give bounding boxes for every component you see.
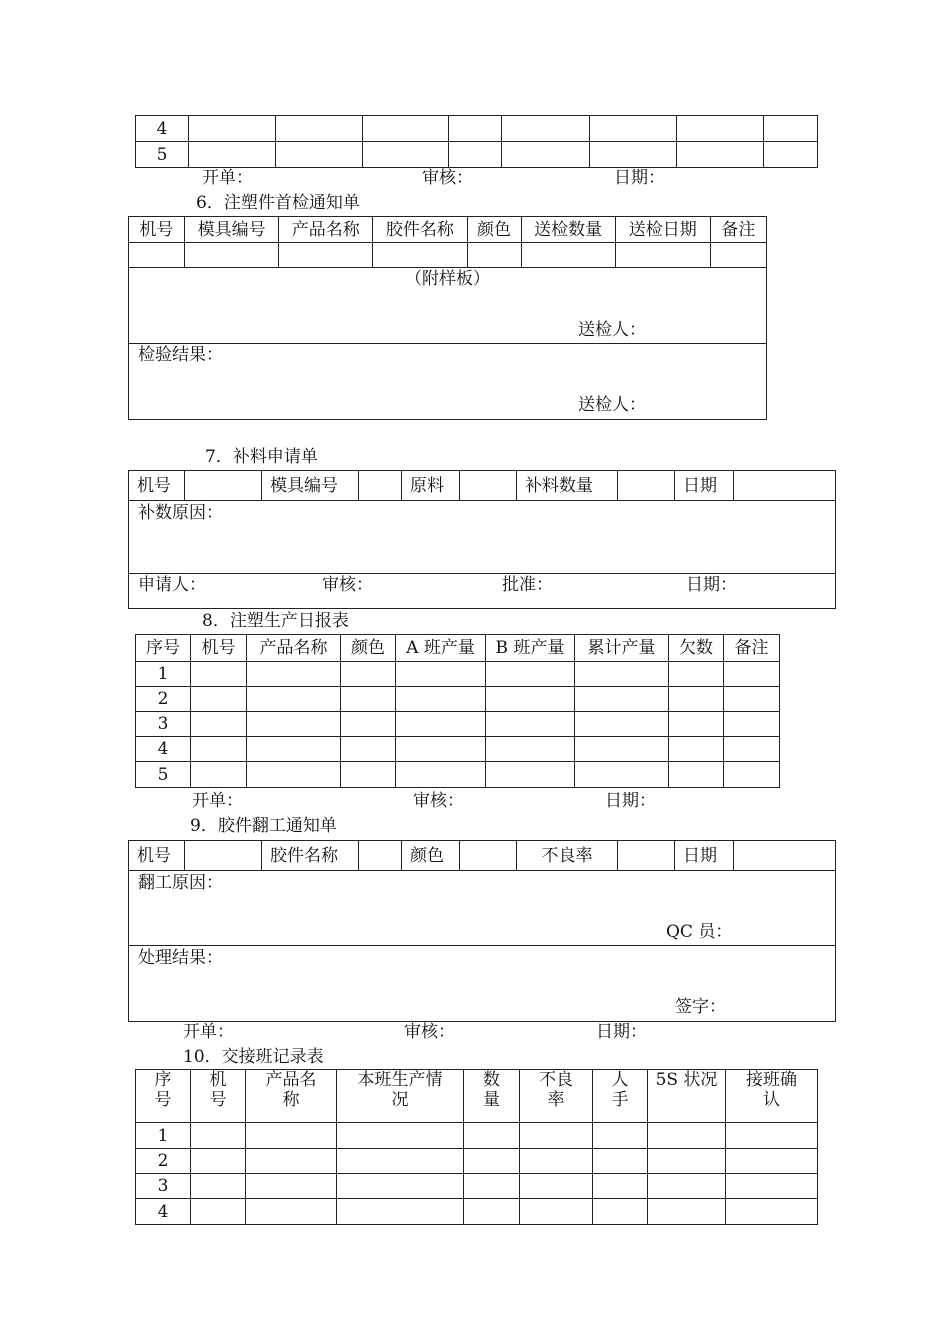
- qc-label: QC 员：: [666, 922, 733, 942]
- table-cell[interactable]: [373, 243, 467, 268]
- sign-label: 签字：: [675, 997, 726, 1017]
- row-number: 1: [136, 662, 191, 687]
- table-cell[interactable]: [247, 762, 341, 788]
- table-cell[interactable]: [724, 662, 780, 687]
- table-cell[interactable]: [467, 243, 521, 268]
- reason-label: 补数原因：: [138, 503, 223, 523]
- col-header: 累计产量: [575, 635, 669, 662]
- header-line: 5S 状况: [655, 1070, 718, 1090]
- table-cell[interactable]: [593, 1149, 648, 1174]
- section7-title: 7．补料申请单: [205, 447, 318, 467]
- col-header: [520, 1070, 593, 1123]
- table-cell[interactable]: [247, 662, 341, 687]
- col-header: 送检日期: [615, 217, 710, 243]
- row-number: 4: [136, 1199, 191, 1225]
- table-cell[interactable]: [396, 687, 486, 712]
- col-header: 颜色: [467, 217, 521, 243]
- table-cell[interactable]: [247, 737, 341, 762]
- machine-field[interactable]: [185, 471, 262, 501]
- date-label: 日期: [675, 841, 734, 871]
- table-cell[interactable]: [191, 1149, 246, 1174]
- header-line: 本班生产情: [357, 1070, 443, 1090]
- review-label: 审核：: [404, 1022, 455, 1042]
- result-label: 处理结果：: [138, 948, 223, 968]
- table-cell[interactable]: [677, 116, 764, 142]
- table-row: [136, 687, 780, 712]
- table-cell[interactable]: [191, 737, 247, 762]
- table-row: [136, 737, 780, 762]
- approve-label: 批准：: [502, 575, 553, 595]
- issuer-label: 开单：: [202, 168, 253, 188]
- signature-row: [129, 574, 836, 609]
- table-cell[interactable]: [396, 737, 486, 762]
- col-header: 产品名称: [279, 217, 373, 243]
- table-cell[interactable]: [486, 762, 575, 788]
- section8-table: [135, 634, 780, 788]
- mold-label: 模具编号: [262, 471, 359, 501]
- col-header: [337, 1070, 464, 1123]
- table-cell[interactable]: [590, 142, 677, 168]
- table-row: [136, 712, 780, 737]
- review-label: 审核：: [322, 575, 373, 595]
- table-cell[interactable]: [575, 762, 669, 788]
- table-cell[interactable]: [486, 687, 575, 712]
- table-cell[interactable]: [185, 243, 279, 268]
- table-cell[interactable]: [726, 1174, 818, 1199]
- machine-label: 机号: [129, 471, 185, 501]
- row-number: 3: [136, 712, 191, 737]
- table-cell[interactable]: [191, 1123, 246, 1149]
- header-line: 序: [154, 1070, 172, 1090]
- table-cell[interactable]: [710, 243, 766, 268]
- date-label: 日期: [675, 471, 734, 501]
- table-cell[interactable]: [724, 712, 780, 737]
- table-cell[interactable]: [521, 243, 615, 268]
- table-row: [136, 142, 818, 168]
- table-cell[interactable]: [669, 737, 724, 762]
- row-number: 5: [136, 142, 189, 168]
- header-line: 号: [209, 1090, 227, 1110]
- section8-title: 8．注塑生产日报表: [202, 611, 349, 631]
- table-cell[interactable]: [246, 1123, 337, 1149]
- date-label: 日期：: [596, 1022, 647, 1042]
- date-label: 日期：: [614, 168, 665, 188]
- col-header: A 班产量: [396, 635, 486, 662]
- col-header: [726, 1070, 818, 1123]
- header-line: 产品名: [265, 1070, 317, 1090]
- table-cell[interactable]: [191, 1199, 246, 1225]
- header-line: 手: [611, 1090, 629, 1110]
- table-cell[interactable]: [575, 712, 669, 737]
- col-header: [593, 1070, 648, 1123]
- col-header: [648, 1070, 726, 1123]
- table-row: [136, 1174, 818, 1199]
- date-label: 日期：: [686, 575, 737, 595]
- section5-tail-table: [135, 115, 818, 168]
- table-cell[interactable]: [449, 142, 502, 168]
- material-field[interactable]: [460, 471, 517, 501]
- part-label: 胶件名称: [262, 841, 359, 871]
- table-cell[interactable]: [396, 712, 486, 737]
- table-cell[interactable]: [726, 1123, 818, 1149]
- defect-label: 不良率: [517, 841, 618, 871]
- table-cell[interactable]: [520, 1199, 593, 1225]
- table-cell[interactable]: [247, 687, 341, 712]
- date-label: 日期：: [605, 791, 656, 811]
- row-number: 5: [136, 762, 191, 788]
- issuer-label: 开单：: [183, 1022, 234, 1042]
- col-header: 产品名称: [247, 635, 341, 662]
- header-line: 量: [483, 1090, 500, 1110]
- mold-field[interactable]: [359, 471, 402, 501]
- table-cell[interactable]: [764, 142, 818, 168]
- table-cell[interactable]: [764, 116, 818, 142]
- table-cell[interactable]: [341, 762, 396, 788]
- table-row: [136, 662, 780, 687]
- table-cell[interactable]: [246, 1199, 337, 1225]
- col-header: 机号: [191, 635, 247, 662]
- table-cell[interactable]: [669, 662, 724, 687]
- row-number: 2: [136, 687, 191, 712]
- col-header: [246, 1070, 337, 1123]
- table-cell[interactable]: [575, 737, 669, 762]
- col-header: 模具编号: [185, 217, 279, 243]
- table-cell[interactable]: [247, 712, 341, 737]
- table-cell[interactable]: [669, 762, 724, 788]
- col-header: 颜色: [341, 635, 396, 662]
- table-cell[interactable]: [464, 1174, 520, 1199]
- table-cell[interactable]: [669, 687, 724, 712]
- col-header: [191, 1070, 246, 1123]
- table-row: [129, 243, 767, 268]
- header-line: 认: [763, 1090, 780, 1110]
- table-cell[interactable]: [189, 142, 276, 168]
- handling-result-area[interactable]: [129, 946, 836, 1022]
- col-header: B 班产量: [486, 635, 575, 662]
- table-row: [136, 762, 780, 788]
- table-cell[interactable]: [341, 662, 396, 687]
- table-cell[interactable]: [363, 116, 449, 142]
- header-line: 称: [282, 1090, 300, 1110]
- table-cell[interactable]: [593, 1199, 648, 1225]
- color-field[interactable]: [460, 841, 517, 871]
- table-cell[interactable]: [648, 1123, 726, 1149]
- table-header-row: [129, 217, 767, 243]
- table-cell[interactable]: [724, 687, 780, 712]
- table-cell[interactable]: [520, 1149, 593, 1174]
- table-cell[interactable]: [341, 712, 396, 737]
- section9-title: 9．胶件翻工通知单: [190, 816, 337, 836]
- row-number: 4: [136, 116, 189, 142]
- reason-label: 翻工原因：: [138, 873, 223, 893]
- table-cell[interactable]: [464, 1199, 520, 1225]
- table-header-row: [136, 1070, 818, 1123]
- table-row: [136, 1149, 818, 1174]
- header-line: 接班确: [746, 1070, 797, 1090]
- header-line: 机: [209, 1070, 227, 1090]
- header-line: 人: [611, 1070, 629, 1090]
- header-line: 率: [547, 1090, 565, 1110]
- table-cell[interactable]: [191, 662, 247, 687]
- row-number: 1: [136, 1123, 191, 1149]
- col-header: 欠数: [669, 635, 724, 662]
- material-label: 原料: [402, 471, 460, 501]
- table-cell[interactable]: [486, 712, 575, 737]
- part-field[interactable]: [359, 841, 402, 871]
- table-cell[interactable]: [246, 1149, 337, 1174]
- table-cell[interactable]: [486, 737, 575, 762]
- table-cell[interactable]: [464, 1149, 520, 1174]
- table-cell[interactable]: [246, 1174, 337, 1199]
- col-header: [464, 1070, 520, 1123]
- section10-title: 10．交接班记录表: [183, 1047, 324, 1067]
- sender-label-2: 送检人：: [578, 395, 646, 415]
- table-cell[interactable]: [191, 762, 247, 788]
- table-cell[interactable]: [337, 1199, 464, 1225]
- table-cell[interactable]: [520, 1123, 593, 1149]
- qty-field[interactable]: [618, 471, 675, 501]
- col-header: 备注: [710, 217, 766, 243]
- table-cell[interactable]: [396, 762, 486, 788]
- section7-table: [128, 470, 836, 609]
- applicant-label: 申请人：: [138, 575, 206, 595]
- table-cell[interactable]: [363, 142, 449, 168]
- table-cell[interactable]: [396, 662, 486, 687]
- table-cell[interactable]: [129, 243, 185, 268]
- table-cell[interactable]: [575, 662, 669, 687]
- table-row: [136, 116, 818, 142]
- review-label: 审核：: [422, 168, 473, 188]
- table-cell[interactable]: [593, 1123, 648, 1149]
- table-cell[interactable]: [669, 712, 724, 737]
- sender-label: 送检人：: [578, 320, 646, 340]
- table-cell[interactable]: [724, 762, 780, 788]
- machine-label: 机号: [129, 841, 185, 871]
- table-cell[interactable]: [191, 1174, 246, 1199]
- date-field[interactable]: [734, 471, 836, 501]
- header-line: 数: [483, 1070, 500, 1090]
- row-number: 4: [136, 737, 191, 762]
- table-cell[interactable]: [337, 1174, 464, 1199]
- result-label: 检验结果：: [138, 345, 223, 365]
- defect-field[interactable]: [618, 841, 675, 871]
- date-field[interactable]: [734, 841, 836, 871]
- table-cell[interactable]: [615, 243, 710, 268]
- header-line: 况: [391, 1090, 409, 1110]
- reason-area[interactable]: [129, 501, 836, 574]
- col-header: [136, 1070, 191, 1123]
- table-row: [136, 1123, 818, 1149]
- table-cell[interactable]: [337, 1123, 464, 1149]
- table-row: [136, 1199, 818, 1225]
- col-header: 序号: [136, 635, 191, 662]
- table-cell[interactable]: [648, 1199, 726, 1225]
- col-header: 胶件名称: [373, 217, 467, 243]
- color-label: 颜色: [402, 841, 460, 871]
- col-header: 送检数量: [521, 217, 615, 243]
- machine-field[interactable]: [185, 841, 262, 871]
- review-label: 审核：: [413, 791, 464, 811]
- section10-table: [135, 1069, 818, 1225]
- table-cell[interactable]: [520, 1174, 593, 1199]
- table-cell[interactable]: [341, 687, 396, 712]
- table-cell[interactable]: [648, 1174, 726, 1199]
- table-cell[interactable]: [590, 116, 677, 142]
- sample-note: （附样板）: [405, 269, 490, 289]
- table-cell[interactable]: [191, 712, 247, 737]
- table-cell[interactable]: [593, 1174, 648, 1199]
- table-cell[interactable]: [677, 142, 764, 168]
- rework-reason-area[interactable]: [129, 871, 836, 946]
- table-cell[interactable]: [726, 1149, 818, 1174]
- table-cell[interactable]: [276, 116, 363, 142]
- table-cell[interactable]: [486, 662, 575, 687]
- header-line: 号: [154, 1090, 172, 1110]
- table-cell[interactable]: [724, 737, 780, 762]
- table-cell[interactable]: [276, 142, 363, 168]
- sample-area[interactable]: [129, 268, 767, 344]
- table-cell[interactable]: [502, 142, 590, 168]
- section6-table: [128, 216, 767, 420]
- table-cell[interactable]: [648, 1149, 726, 1174]
- issuer-label: 开单：: [192, 791, 243, 811]
- table-cell[interactable]: [449, 116, 502, 142]
- table-cell[interactable]: [575, 687, 669, 712]
- row-number: 3: [136, 1174, 191, 1199]
- col-header: 备注: [724, 635, 780, 662]
- section6-title: 6．注塑件首检通知单: [196, 193, 360, 213]
- table-cell[interactable]: [191, 687, 247, 712]
- inspection-result-area[interactable]: [129, 344, 767, 420]
- col-header: 机号: [129, 217, 185, 243]
- table-cell[interactable]: [337, 1149, 464, 1174]
- table-cell[interactable]: [189, 116, 276, 142]
- header-line: 不良: [539, 1070, 573, 1090]
- qty-label: 补料数量: [517, 471, 618, 501]
- table-cell[interactable]: [502, 116, 590, 142]
- table-cell[interactable]: [279, 243, 373, 268]
- table-header-row: [136, 635, 780, 662]
- row-number: 2: [136, 1149, 191, 1174]
- table-cell[interactable]: [464, 1123, 520, 1149]
- table-cell[interactable]: [726, 1199, 818, 1225]
- table-cell[interactable]: [341, 737, 396, 762]
- section9-table: [128, 840, 836, 1022]
